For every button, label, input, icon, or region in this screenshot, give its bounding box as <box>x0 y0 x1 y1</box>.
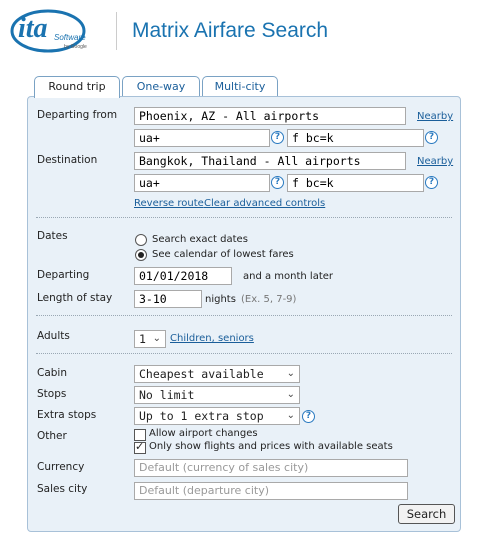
origin-extension-help-icon[interactable]: ? <box>425 131 438 144</box>
extra-stops-label: Extra stops <box>37 409 97 421</box>
adults-select-value: 1 <box>139 332 146 346</box>
stops-select[interactable] <box>134 386 300 404</box>
dates-label: Dates <box>37 230 68 242</box>
section-divider <box>36 315 452 316</box>
calendar-lowest-fares-radio[interactable] <box>135 249 147 261</box>
page-title: Matrix Airfare Search <box>132 19 329 42</box>
available-seats-checkbox[interactable] <box>134 442 146 454</box>
length-of-stay-label: Length of stay <box>37 292 113 304</box>
header-divider <box>116 12 117 50</box>
destination-routing-help-icon[interactable]: ? <box>271 176 284 189</box>
origin-routing-help-icon[interactable]: ? <box>271 131 284 144</box>
available-seats-label: Only show flights and prices with available seats <box>149 441 393 452</box>
other-label: Other <box>37 430 67 442</box>
svg-text:ita: ita <box>18 13 48 44</box>
destination-label: Destination <box>37 154 98 166</box>
currency-input[interactable]: Default (currency of sales city) <box>134 459 408 477</box>
destination-routing-input[interactable]: ua+ <box>134 174 270 192</box>
adults-label: Adults <box>37 330 70 342</box>
nights-unit: nights <box>205 294 236 305</box>
origin-extension-input[interactable]: f bc=k <box>287 129 424 147</box>
sales-city-label: Sales city <box>37 483 88 495</box>
stops-label: Stops <box>37 388 67 400</box>
chevron-down-icon: ⌄ <box>286 410 295 421</box>
tab-multi-city[interactable]: Multi-city <box>202 76 278 97</box>
ita-logo-icon <box>8 6 112 54</box>
header <box>8 6 468 56</box>
currency-label: Currency <box>37 461 85 473</box>
ita-software-logo[interactable] <box>8 6 112 54</box>
origin-routing-input[interactable]: ua+ <box>134 129 270 147</box>
destination-extension-input[interactable]: f bc=k <box>287 174 424 192</box>
tab-one-way[interactable]: One-way <box>122 76 200 97</box>
departing-range-text: and a month later <box>243 271 334 282</box>
stops-select-value: No limit <box>139 388 195 402</box>
departing-label: Departing <box>37 269 90 281</box>
search-form-panel <box>27 96 461 532</box>
length-of-stay-hint: (Ex. 5, 7-9) <box>241 294 297 305</box>
svg-text:by Google: by Google <box>64 44 87 50</box>
origin-input[interactable]: Phoenix, AZ - All airports <box>134 107 406 125</box>
destination-input[interactable]: Bangkok, Thailand - All airports <box>134 152 406 170</box>
exact-dates-label: Search exact dates <box>152 234 248 245</box>
section-divider <box>36 217 452 218</box>
chevron-down-icon: ⌄ <box>286 389 295 400</box>
adults-select[interactable] <box>134 330 166 348</box>
calendar-lowest-fares-label: See calendar of lowest fares <box>152 249 294 260</box>
sales-city-input[interactable]: Default (departure city) <box>134 482 408 500</box>
section-divider <box>36 353 452 354</box>
destination-extension-help-icon[interactable]: ? <box>425 176 438 189</box>
departing-date-input[interactable]: 01/01/2018 <box>134 267 232 285</box>
extra-stops-select[interactable] <box>134 407 300 425</box>
chevron-down-icon: ⌄ <box>286 368 295 379</box>
svg-text:Software: Software <box>54 33 86 42</box>
departing-from-label: Departing from <box>37 109 118 121</box>
cabin-select[interactable] <box>134 365 300 383</box>
children-seniors-link[interactable]: Children, seniors <box>170 333 254 344</box>
search-button[interactable]: Search <box>398 504 455 524</box>
clear-advanced-controls-link[interactable]: Clear advanced controls <box>204 198 326 209</box>
reverse-route-link[interactable]: Reverse route <box>134 198 204 209</box>
chevron-down-icon: ⌄ <box>152 333 161 344</box>
tab-round-trip[interactable]: Round trip <box>34 76 120 98</box>
length-of-stay-input[interactable]: 3-10 <box>134 290 202 308</box>
cabin-label: Cabin <box>37 367 68 379</box>
exact-dates-radio[interactable] <box>135 234 147 246</box>
cabin-select-value: Cheapest available <box>139 367 264 381</box>
extra-stops-select-value: Up to 1 extra stop <box>139 409 264 423</box>
extra-stops-help-icon[interactable]: ? <box>302 410 315 423</box>
origin-nearby-link[interactable]: Nearby <box>417 111 454 122</box>
destination-nearby-link[interactable]: Nearby <box>417 156 454 167</box>
allow-airport-changes-label: Allow airport changes <box>149 428 258 439</box>
